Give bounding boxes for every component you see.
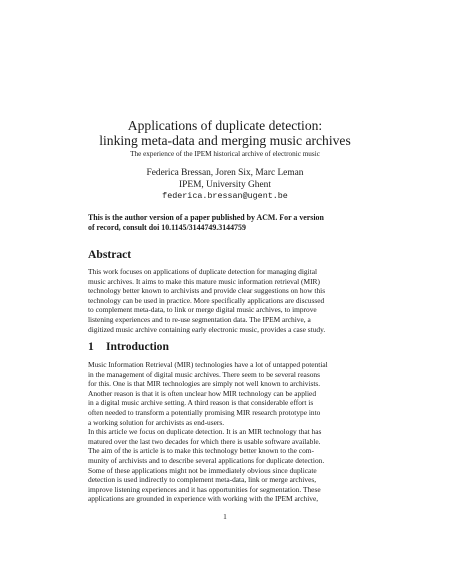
abstract-line: listening experiences and to re-use segmentation data. The IPEM archive, a bbox=[88, 314, 311, 324]
author-names: Federica Bressan, Joren Six, Marc Leman bbox=[146, 168, 304, 178]
section-number: 1 bbox=[88, 340, 94, 353]
page-number: 1 bbox=[223, 512, 227, 521]
abstract-line: technology better known to archivists and provide clear suggestions on how this bbox=[88, 286, 326, 296]
paper-title bbox=[60, 118, 390, 148]
intro-line: often needed to transform a potentially promising MIR research prototype into bbox=[88, 407, 321, 417]
intro-line: matured over the last two decades for which there is usable software available. bbox=[88, 436, 321, 446]
section-title: Introduction bbox=[106, 340, 169, 353]
intro-line: for this. One is that MIR technologies are simply not well known to archivists. bbox=[88, 379, 321, 389]
intro-line: Another reason is that it is often unclear how MIR technology can be applied bbox=[88, 388, 317, 398]
abstract-paragraph bbox=[88, 267, 366, 334]
intro-line: a working solution for archivists as end-users. bbox=[88, 417, 225, 427]
title-line-2: linking meta-data and merging music archives bbox=[99, 133, 351, 148]
abstract-line: digitized music archive containing early electronic music, provides a case study. bbox=[88, 324, 326, 334]
abstract-heading: Abstract bbox=[88, 248, 132, 261]
intro-line: Music Information Retrieval (MIR) technologies have a lot of untapped potential bbox=[88, 360, 328, 369]
intro-line: applications are grounded in experience with working with the IPEM archive, bbox=[88, 494, 319, 504]
title-line-1: Applications of duplicate detection: bbox=[127, 118, 323, 133]
abstract-line: This work focuses on applications of duplicate detection for managing digital bbox=[88, 267, 318, 276]
introduction-paragraph bbox=[88, 360, 366, 504]
intro-line: In this article we focus on duplicate detection. It is an MIR technology that has bbox=[88, 427, 322, 437]
intro-line: in a digital music archive setting. A third reason is that considerable effort is bbox=[88, 398, 314, 408]
intro-line: Some of these applications might not be immediately obvious since duplicate bbox=[88, 465, 317, 475]
abstract-line: technology can be used in practice. More specifically applications are discussed bbox=[88, 295, 325, 305]
intro-line: in the management of digital music archives. There seem to be several reasons bbox=[88, 369, 320, 379]
intro-line: munity of archivists and to describe several applications for duplicate detection. bbox=[88, 455, 325, 465]
note-line-2: of record, consult doi 10.1145/3144749.3144759 bbox=[88, 223, 246, 232]
abstract-line: music archives. It aims to make this mature music information retrieval (MIR) bbox=[88, 276, 320, 286]
author-block bbox=[60, 168, 390, 203]
paper-subtitle: The experience of the IPEM historical archive of electronic music bbox=[130, 150, 320, 158]
intro-line: improve listening experiences and it has opportunities for segmentation. These bbox=[88, 484, 321, 494]
section-heading-introduction bbox=[88, 340, 169, 353]
note-line-1: This is the author version of a paper published by ACM. For a version bbox=[88, 213, 324, 222]
author-version-note bbox=[88, 213, 366, 233]
intro-line: detection is used indirectly to complement meta-data, link or merge archives, bbox=[88, 475, 317, 485]
author-email[interactable]: federica.bressan@ugent.be bbox=[162, 191, 288, 201]
author-affiliation: IPEM, University Ghent bbox=[179, 179, 271, 190]
abstract-line: to complement meta-data, to link or merge digital music archives, to improve bbox=[88, 305, 317, 315]
intro-line: The aim of the is article is to make this technology better known to the com- bbox=[88, 446, 314, 456]
